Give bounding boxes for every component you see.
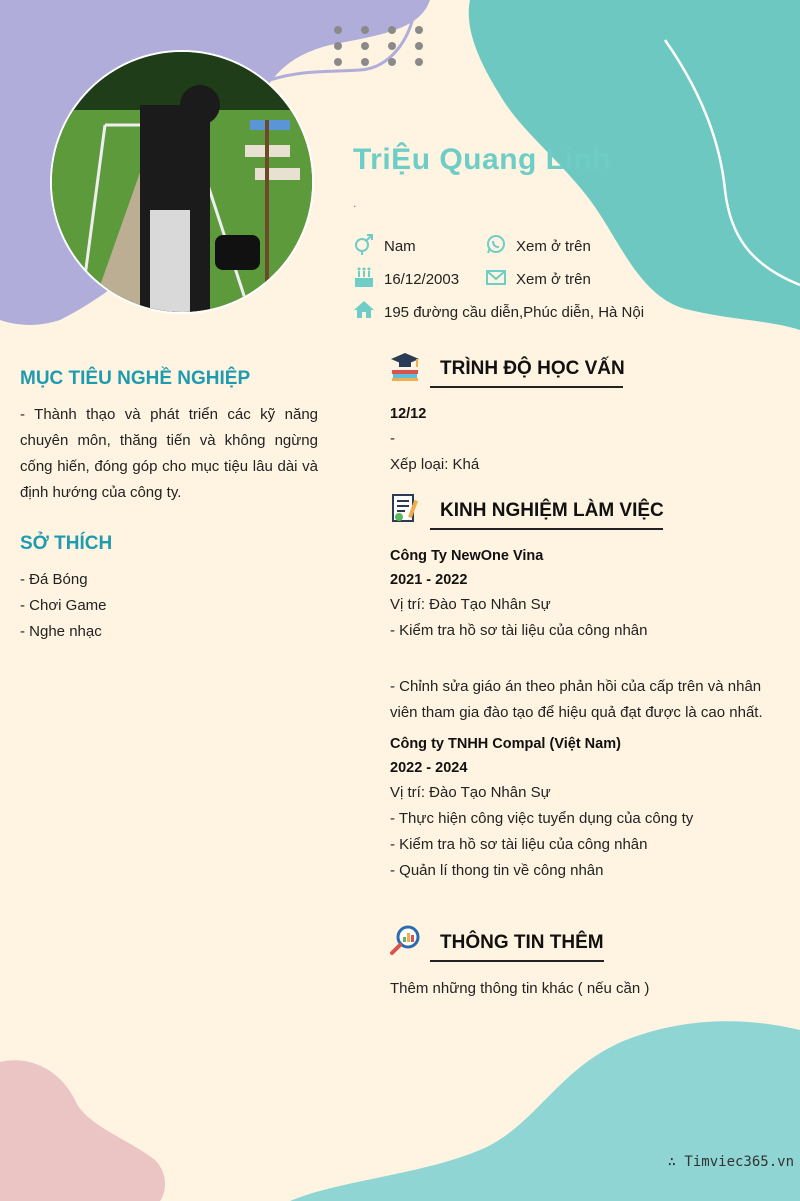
education-school: 12/12 <box>390 406 427 422</box>
birthday-cake-icon <box>353 266 375 288</box>
education-rank: Xếp loại: Khá <box>390 456 480 473</box>
job-period: 2022 - 2024 <box>390 760 468 776</box>
candidate-name: TriỆu Quang Linh <box>353 143 611 176</box>
timviec365-watermark[interactable]: ∴ Timviec365.vn <box>667 1154 794 1170</box>
career-objective-heading: MỤC TIÊU NGHỀ NGHIỆP <box>20 368 251 389</box>
experience-heading-underline <box>430 528 663 530</box>
job-period: 2021 - 2022 <box>390 572 468 588</box>
job-position: Vị trí: Đào Tạo Nhân Sự <box>390 596 551 613</box>
resume-document-icon <box>389 492 421 524</box>
gender-value: Nam <box>384 238 416 255</box>
job-duty: - Kiểm tra hồ sơ tài liệu của công nhân <box>390 622 648 639</box>
whatsapp-icon <box>485 233 507 255</box>
job-duty: - Thực hiện công việc tuyển dụng của công ty <box>390 810 694 827</box>
hobby-item: - Nghe nhạc <box>20 623 102 640</box>
graduation-books-icon <box>389 350 421 382</box>
additional-info-text: Thêm những thông tin khác ( nếu cần ) <box>390 980 650 997</box>
home-icon <box>353 299 375 321</box>
additional-info-heading-underline <box>430 960 604 962</box>
email-value[interactable]: Xem ở trên <box>516 271 591 288</box>
career-objective-text: - Thành thạo và phát triển các kỹ năng chuyên môn, thăng tiến và không ngừng cống hiến, đóng góp cho mục tiệu lâu dài và định hướng của công ty. <box>20 406 318 501</box>
avatar-photo <box>50 50 314 314</box>
hobby-item: - Đá Bóng <box>20 571 88 588</box>
job-duty: - Kiểm tra hồ sơ tài liệu của công nhân <box>390 836 648 853</box>
job-company: Công ty TNHH Compal (Việt Nam) <box>390 736 621 752</box>
birthday-value: 16/12/2003 <box>384 271 460 288</box>
education-major: - <box>390 430 395 447</box>
job-duty: - Quản lí thong tin về công nhân <box>390 862 604 879</box>
magnifier-chart-icon <box>389 924 421 956</box>
job-duty: - Chỉnh sửa giáo án theo phản hồi của cấp trên và nhân viên tham gia đào tạo để hiệu quả đạt được là cao nhất. <box>390 678 763 721</box>
gender-icon <box>353 233 375 255</box>
experience-heading: KINH NGHIỆM LÀM VIỆC <box>440 500 664 521</box>
job-company: Công Ty NewOne Vina <box>390 548 544 564</box>
education-heading: TRÌNH ĐỘ HỌC VẤN <box>440 358 625 379</box>
envelope-icon <box>485 266 507 288</box>
hobbies-heading: SỞ THÍCH <box>20 533 113 554</box>
address-value: 195 đường cầu diễn,Phúc diễn, Hà Nội <box>384 304 645 321</box>
job-position: Vị trí: Đào Tạo Nhân Sự <box>390 784 551 801</box>
additional-info-heading: THÔNG TIN THÊM <box>440 932 604 953</box>
job-title: . <box>353 196 357 210</box>
phone-value[interactable]: Xem ở trên <box>516 238 591 255</box>
education-heading-underline <box>430 386 623 388</box>
hobby-item: - Chơi Game <box>20 597 107 614</box>
